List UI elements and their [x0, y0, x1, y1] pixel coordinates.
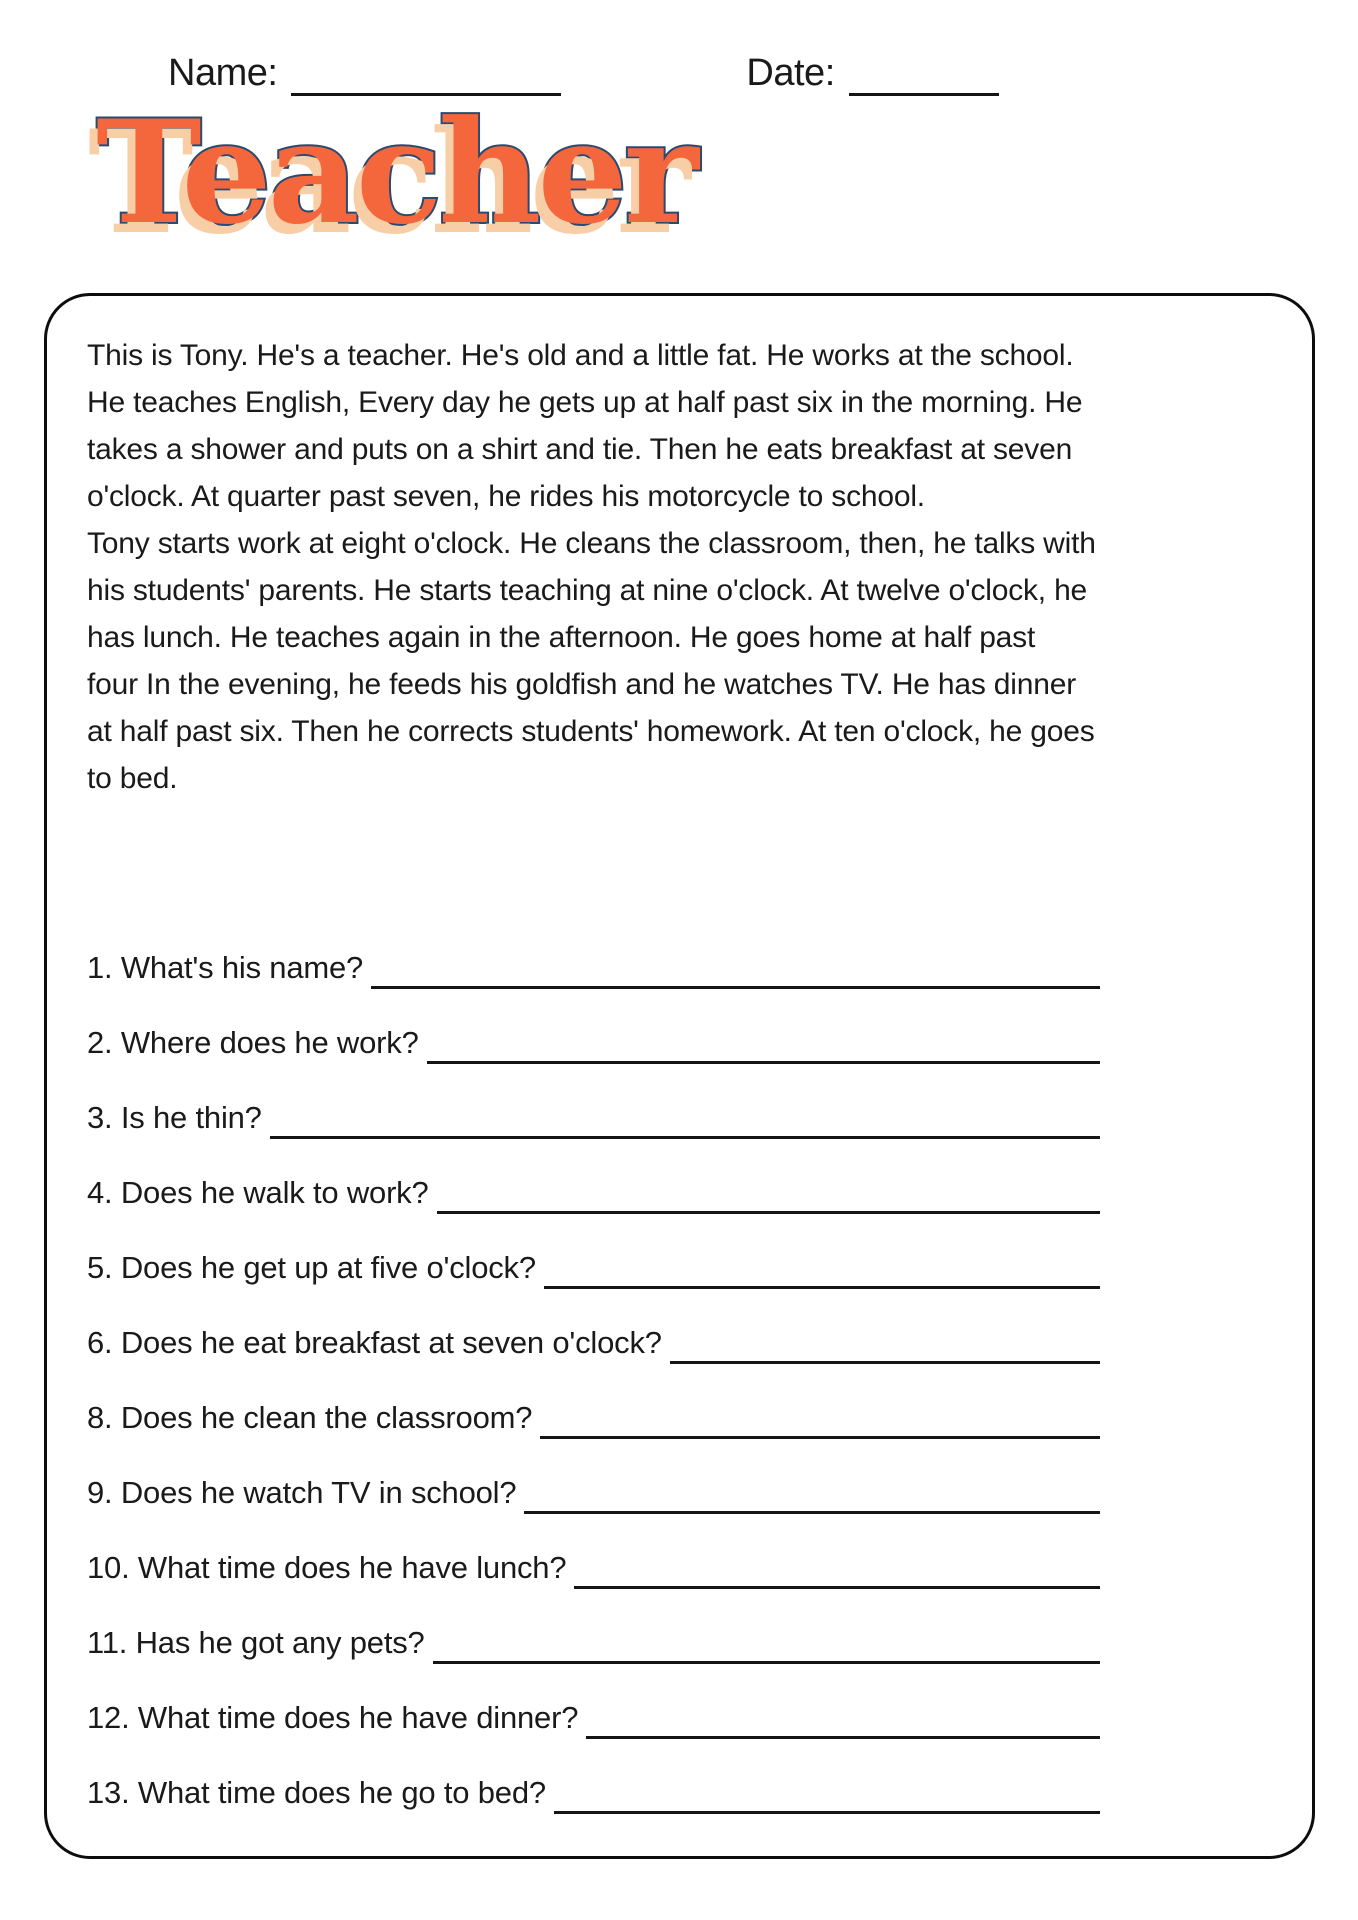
- answer-blank-line: [586, 1703, 1100, 1739]
- question-label: 10. What time does he have lunch?: [87, 1550, 567, 1585]
- question-label: 12. What time does he have dinner?: [87, 1700, 579, 1735]
- question-label: 5. Does he get up at five o'clock?: [87, 1250, 536, 1285]
- passage-line: He teaches English, Every day he gets up at half past six in the morning. He: [87, 386, 1083, 419]
- question-label: 2. Where does he work?: [87, 1025, 419, 1060]
- question-label: 13. What time does he go to bed?: [87, 1775, 546, 1810]
- passage-line: his students' parents. He starts teaching at nine o'clock. At twelve o'clock, he: [87, 574, 1088, 607]
- passage-line: takes a shower and puts on a shirt and tie. Then he eats breakfast at seven: [87, 433, 1073, 466]
- answer-blank-line: [427, 1028, 1100, 1064]
- answer-blank-line: [524, 1478, 1100, 1514]
- question-label: 1. What's his name?: [87, 950, 364, 985]
- question-row: [87, 1547, 1100, 1589]
- answer-blank-line: [554, 1778, 1100, 1814]
- question-row: [87, 1697, 1100, 1739]
- answer-blank-line: [574, 1553, 1100, 1589]
- date-field: [746, 50, 998, 96]
- passage-line: has lunch. He teaches again in the afternoon. He goes home at half past: [87, 621, 1036, 654]
- question-row: [87, 1247, 1100, 1289]
- question-label: 11. Has he got any pets?: [87, 1625, 425, 1660]
- question-row: [87, 1097, 1100, 1139]
- answer-blank-line: [544, 1253, 1100, 1289]
- question-row: [87, 1472, 1100, 1514]
- question-row: [87, 947, 1100, 989]
- title-block: [96, 90, 1358, 256]
- answer-blank-line: [540, 1403, 1100, 1439]
- passage-line: This is Tony. He's a teacher. He's old and a little fat. He works at the school.: [87, 339, 1074, 372]
- question-label: 6. Does he eat breakfast at seven o'clock?: [87, 1325, 662, 1360]
- question-row: [87, 1622, 1100, 1664]
- passage-line: Tony starts work at eight o'clock. He cleans the classroom, then, he talks with: [87, 527, 1096, 560]
- answer-blank-line: [433, 1628, 1100, 1664]
- questions-list: [87, 947, 1267, 1814]
- date-label: Date:: [746, 52, 835, 94]
- question-row: [87, 1772, 1100, 1814]
- worksheet-title: Teacher: [96, 90, 695, 256]
- header: [0, 0, 1358, 96]
- question-label: 3. Is he thin?: [87, 1100, 262, 1135]
- question-row: [87, 1397, 1100, 1439]
- question-label: 9. Does he watch TV in school?: [87, 1475, 517, 1510]
- passage-line: to bed.: [87, 762, 178, 795]
- answer-blank-line: [437, 1178, 1100, 1214]
- name-label: Name:: [168, 52, 278, 94]
- date-blank-line: [849, 58, 999, 96]
- passage-line: o'clock. At quarter past seven, he rides his motorcycle to school.: [87, 480, 925, 513]
- answer-blank-line: [270, 1103, 1100, 1139]
- answer-blank-line: [371, 953, 1100, 989]
- answer-blank-line: [670, 1328, 1100, 1364]
- passage-line: at half past six. Then he corrects students' homework. At ten o'clock, he goes: [87, 715, 1095, 748]
- question-row: [87, 1172, 1100, 1214]
- question-label: 8. Does he clean the classroom?: [87, 1400, 533, 1435]
- question-row: [87, 1022, 1100, 1064]
- passage-line: four In the evening, he feeds his goldfish and he watches TV. He has dinner: [87, 668, 1077, 701]
- reading-passage: [87, 332, 1267, 802]
- question-label: 4. Does he walk to work?: [87, 1175, 429, 1210]
- content-box: [44, 293, 1315, 1859]
- question-row: [87, 1322, 1100, 1364]
